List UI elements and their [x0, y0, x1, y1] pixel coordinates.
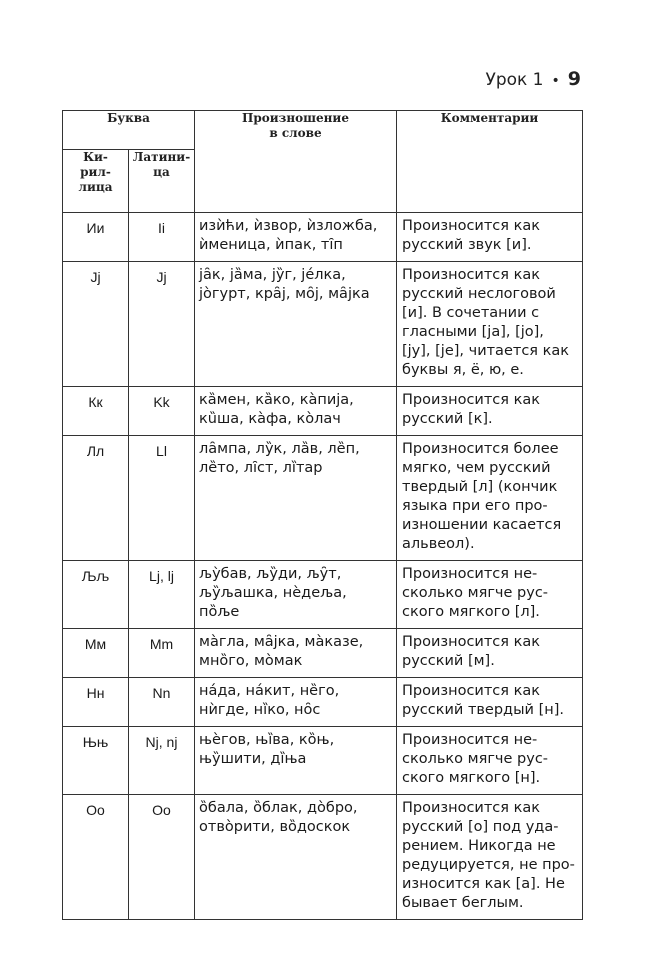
- comment-cell: [397, 436, 583, 561]
- example-line: кȁмен, кȁко, кàпија,: [199, 392, 354, 408]
- example-line: мнȍго, мòмак: [199, 653, 303, 669]
- cyrillic-letter-cell: Оо: [63, 795, 129, 920]
- example-line: мàгла, мȃјка, мàказе,: [199, 634, 364, 650]
- comment-line: гласными [ja], [jo],: [402, 324, 544, 340]
- table-row: [63, 561, 583, 629]
- example-line: jȃк, jȁма, jу̏г, jéлка,: [199, 267, 346, 283]
- examples-cell: [195, 727, 397, 795]
- comment-line: Произносится как: [402, 800, 541, 816]
- comment-line: буквы я, ё, ю, е.: [402, 362, 524, 378]
- example-line: изѝћи, ѝзвор, ѝзложба,: [199, 218, 378, 234]
- comment-cell: [397, 387, 583, 436]
- examples-cell: [195, 436, 397, 561]
- latin-letter-cell: Kk: [129, 387, 195, 436]
- comment-line: мягко, чем русский: [402, 460, 551, 476]
- example-line: кȕша, кàфа, кòлач: [199, 411, 341, 427]
- example-line: њѐгов, њȉва, кȍњ,: [199, 732, 335, 748]
- table-row: [63, 678, 583, 727]
- comment-line: износится как [а]. Не: [402, 876, 565, 892]
- comment-line: [jy], [je], читается как: [402, 343, 570, 359]
- examples-cell: [195, 629, 397, 678]
- comment-line: русский звук [и].: [402, 237, 532, 253]
- running-head-title: Урок 1: [485, 70, 544, 90]
- examples-cell: [195, 213, 397, 262]
- comment-cell: [397, 629, 583, 678]
- comment-cell: [397, 678, 583, 727]
- table-row: [63, 727, 583, 795]
- comment-line: Произносится как: [402, 634, 541, 650]
- table-row: [63, 629, 583, 678]
- cyrillic-letter-cell: Jj: [63, 262, 129, 387]
- comment-line: ского мягкого [н].: [402, 770, 541, 786]
- comment-line: Произносится как: [402, 392, 541, 408]
- comment-line: русский [о] под уда-: [402, 819, 559, 835]
- example-line: лȃмпа, лу̏к, лȁв, лȅп,: [199, 441, 360, 457]
- cyrillic-letter-cell: Љљ: [63, 561, 129, 629]
- example-line: пȍље: [199, 604, 240, 620]
- cyrillic-letter-cell: Лл: [63, 436, 129, 561]
- comment-line: твердый [л] (кончик: [402, 479, 558, 495]
- example-line: jòгурт, крȃj, мȏj, мȃjка: [199, 286, 370, 302]
- examples-cell: [195, 262, 397, 387]
- header-cyrillic-line-1: Ки-: [83, 150, 108, 164]
- example-line: нáда, нáкит, нȅго,: [199, 683, 340, 699]
- latin-letter-cell: Nj, nj: [129, 727, 195, 795]
- table-body: [63, 213, 583, 920]
- example-line: лȅто, лȋст, лȉтар: [199, 460, 323, 476]
- header-comments: Комментарии: [397, 111, 583, 213]
- header-pronunciation-line-1: Произношение: [242, 111, 349, 125]
- examples-cell: [195, 678, 397, 727]
- bullet-separator: •: [551, 73, 560, 89]
- table-row: [63, 387, 583, 436]
- comment-line: рением. Никогда не: [402, 838, 556, 854]
- running-head: [485, 68, 581, 90]
- comment-line: Произносится более: [402, 441, 559, 457]
- examples-cell: [195, 795, 397, 920]
- latin-letter-cell: Jj: [129, 262, 195, 387]
- comment-line: языка при его про-: [402, 498, 548, 514]
- comment-line: сколько мягче рус-: [402, 585, 549, 601]
- comment-cell: [397, 561, 583, 629]
- comment-line: русский неслоговой: [402, 286, 556, 302]
- comment-line: сколько мягче рус-: [402, 751, 549, 767]
- alphabet-table: [62, 110, 583, 920]
- cyrillic-letter-cell: Нн: [63, 678, 129, 727]
- comment-line: ского мягкого [л].: [402, 604, 540, 620]
- example-line: ѝменица, ѝпак, тȋп: [199, 237, 343, 253]
- header-latin: [129, 150, 195, 213]
- example-line: њу̏шити, дȉња: [199, 751, 307, 767]
- comment-line: Произносится как: [402, 683, 541, 699]
- latin-letter-cell: Mm: [129, 629, 195, 678]
- latin-letter-cell: Lj, lj: [129, 561, 195, 629]
- page-number: 9: [567, 68, 581, 90]
- comment-line: альвеол).: [402, 536, 475, 552]
- latin-letter-cell: Ll: [129, 436, 195, 561]
- examples-cell: [195, 561, 397, 629]
- example-line: љу̀бав, љу̏ди, љу̑т,: [199, 566, 342, 582]
- header-latin-line-1: Латини-: [132, 150, 191, 164]
- example-line: љу̏љашка, нѐдеља,: [199, 585, 347, 601]
- example-line: нѝгде, нȉко, нȏс: [199, 702, 321, 718]
- examples-cell: [195, 387, 397, 436]
- comment-line: русский твердый [н].: [402, 702, 564, 718]
- header-pronunciation-line-2: в слове: [269, 126, 322, 140]
- header-cyrillic-line-2: рил-: [80, 165, 111, 179]
- comment-line: русский [м].: [402, 653, 495, 669]
- comment-line: бывает беглым.: [402, 895, 524, 911]
- header-letter: Буква: [63, 111, 195, 150]
- header-latin-line-2: ца: [153, 165, 170, 179]
- cyrillic-letter-cell: Кк: [63, 387, 129, 436]
- latin-letter-cell: Nn: [129, 678, 195, 727]
- latin-letter-cell: Ii: [129, 213, 195, 262]
- comment-line: Произносится не-: [402, 566, 538, 582]
- latin-letter-cell: Oo: [129, 795, 195, 920]
- table-row: [63, 436, 583, 561]
- cyrillic-letter-cell: Њњ: [63, 727, 129, 795]
- comment-cell: [397, 727, 583, 795]
- header-pronunciation: [195, 111, 397, 213]
- table-row: [63, 262, 583, 387]
- comment-cell: [397, 262, 583, 387]
- comment-line: изношении касается: [402, 517, 562, 533]
- table-row: [63, 795, 583, 920]
- comment-line: Произносится как: [402, 218, 541, 234]
- cyrillic-letter-cell: Мм: [63, 629, 129, 678]
- comment-line: [и]. В сочетании с: [402, 305, 540, 321]
- header-cyrillic-line-3: лица: [78, 180, 113, 194]
- comment-cell: [397, 213, 583, 262]
- comment-cell: [397, 795, 583, 920]
- example-line: отвòрити, вȍдоскок: [199, 819, 351, 835]
- example-line: ȍбала, ȍблак, дòбро,: [199, 800, 358, 816]
- table-row: [63, 213, 583, 262]
- comment-line: редуцируется, не про-: [402, 857, 575, 873]
- comment-line: Произносится не-: [402, 732, 538, 748]
- header-cyrillic: [63, 150, 129, 213]
- comment-line: русский [к].: [402, 411, 493, 427]
- comment-line: Произносится как: [402, 267, 541, 283]
- cyrillic-letter-cell: Ии: [63, 213, 129, 262]
